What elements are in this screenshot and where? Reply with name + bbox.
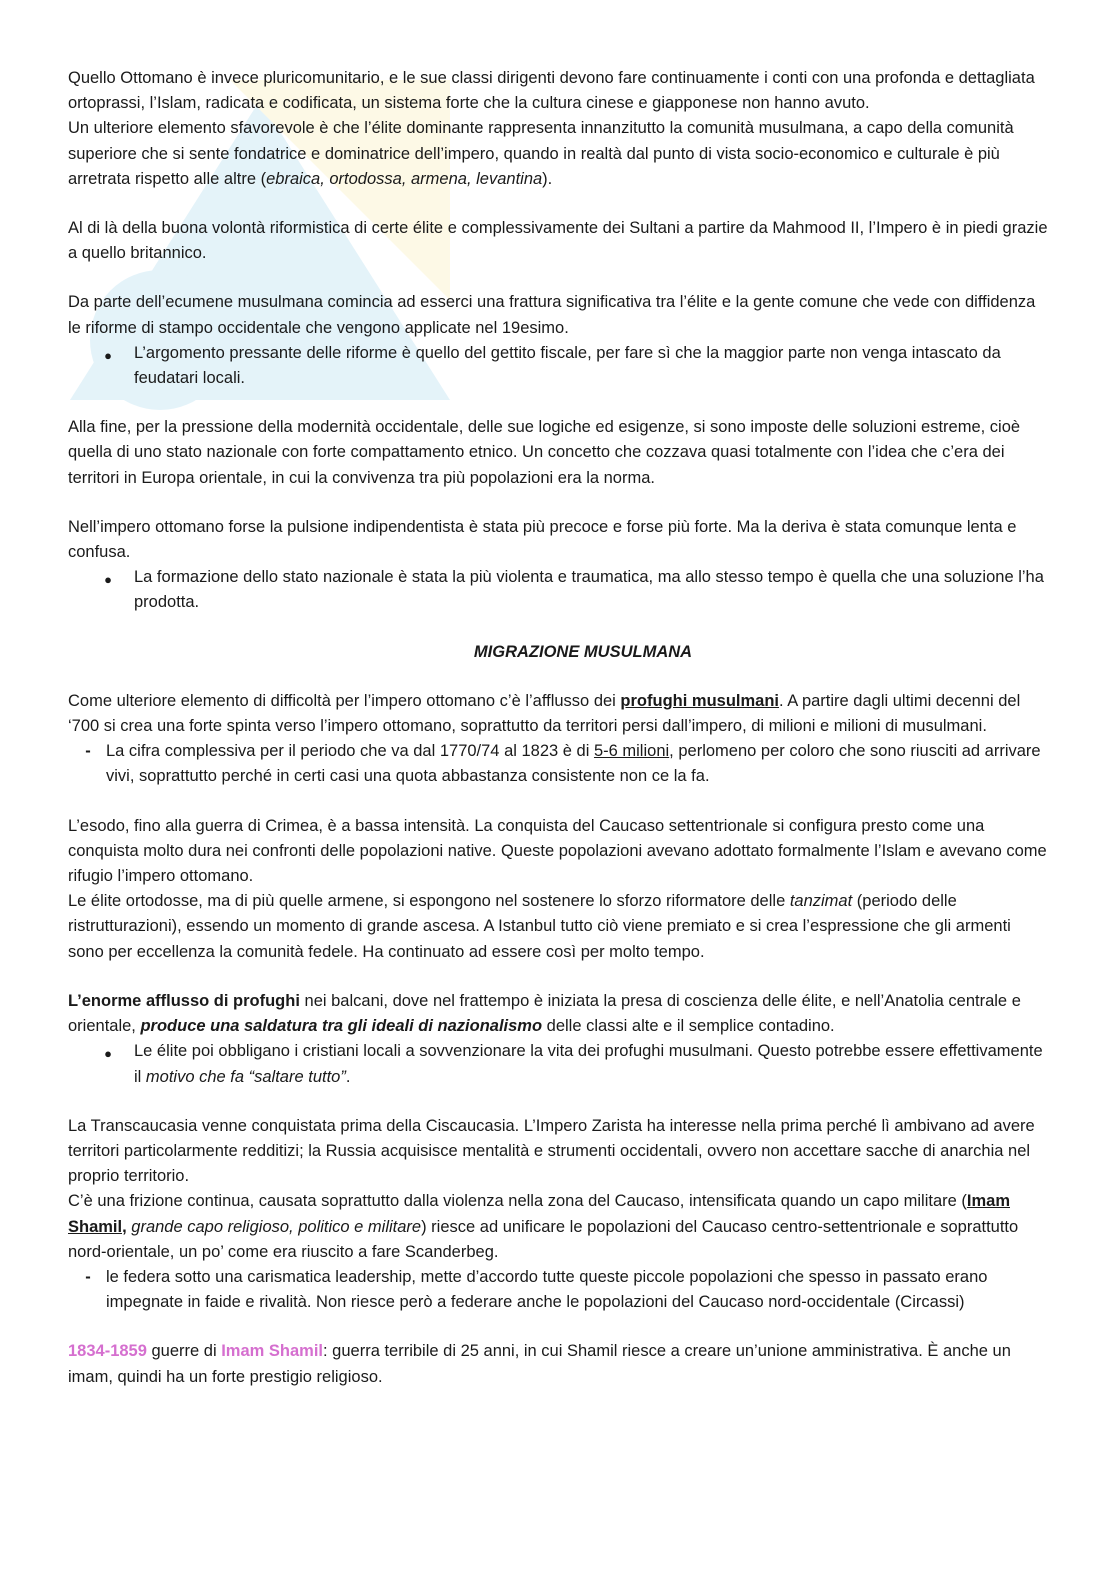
paragraph: Quello Ottomano è invece pluricomunitario, e le sue classi dirigenti devono fare continuamente i conti con una profonda e dettagliata ortoprassi, l’Islam, radicata e codificata, un sistema forte che la cultura cinese e giapponese non hanno avuto. bbox=[68, 69, 1035, 113]
paragraph: La Transcaucasia venne conquistata prima della Ciscaucasia. L’Impero Zarista ha interesse nella prima perché lì ambivano ad avere territori particolarmente redditizi; la Russia acquisisce mentalità e strumenti occidentali, ovvero non accettare sacche di anarchia nel proprio territorio. bbox=[68, 1116, 1035, 1186]
dash-icon: - bbox=[85, 742, 91, 761]
dash-item: - La cifra complessiva per il periodo che va dal 1770/74 al 1823 è di 5-6 milioni, perlomeno per coloro che sono riusciti ad arrivare vivi, soprattutto perché in certi casi una quota abbastanza consistente non ce la fa. bbox=[68, 739, 1048, 789]
bullet-item: ● Le élite poi obbligano i cristiani locali a sovvenzionare la vita dei profughi musulmani. Questo potrebbe essere effettivamente il motivo che fa “saltare tutto”. bbox=[68, 1039, 1048, 1089]
paragraph: Da parte dell’ecumene musulmana comincia ad esserci una frattura significativa tra l’élite e la gente comune che vede con diffidenza le riforme di stampo occidentale che vengono applicate nel 19esimo. bbox=[68, 293, 1036, 337]
bullet-icon: ● bbox=[104, 1046, 112, 1062]
highlight-name: Imam Shamil bbox=[221, 1342, 324, 1361]
paragraph: Alla fine, per la pressione della modernità occidentale, delle sue logiche ed esigenze, si sono imposte delle soluzioni estreme, cioè quella di uno stato nazionale con forte compattamento etnico. Un concetto che cozzava quasi totalmente con l’idea che c’era dei territori in Europa orientale, in cui la convivenza tra più popolazioni era la norma. bbox=[68, 418, 1021, 487]
paragraph: Nell’impero ottomano forse la pulsione indipendentista è stata più precoce e forse più forte. Ma la deriva è stata comunque lenta e confusa. bbox=[68, 517, 1017, 562]
paragraph: C’è una frizione continua, causata soprattutto dalla violenza nella zona del Caucaso, intensificata quando un capo militare (Imam Shamil, grande capo religioso, politico e militare) riesce ad unificare le popolazioni del Caucaso centro-settentrionale e soprattutto nord-orientale, un po’ come era riuscito a fare Scanderbeg. bbox=[68, 1192, 1019, 1261]
bullet-item: ● La formazione dello stato nazionale è stata la più violenta e traumatica, ma allo stesso tempo è quella che una soluzione l’ha prodotta. bbox=[68, 565, 1048, 615]
paragraph: 1834-1859 guerre di Imam Shamil: guerra terribile di 25 anni, in cui Shamil riesce a creare un’unione amministrativa. È anche un imam, quindi ha un forte prestigio religioso. bbox=[68, 1342, 1011, 1386]
paragraph: Le élite ortodosse, ma di più quelle armene, si espongono nel sostenere lo sforzo riformatore delle tanzimat (periodo delle ristrutturazioni), essendo un momento di grande ascesa. A Istanbul tutto ciò viene premiato e si crea l’espressione che gli armenti sono per eccellenza la comunità fedele. Ha continuato ad essere così per molto tempo. bbox=[68, 892, 1011, 961]
paragraph: L’esodo, fino alla guerra di Crimea, è a bassa intensità. La conquista del Caucaso settentrionale si configura presto come una conquista molto dura nei confronti delle popolazioni native. Queste popolazioni avevano adottato formalmente l’Islam e avevano come rifugio l’impero ottomano. bbox=[68, 816, 1047, 886]
bullet-item: ● L’argomento pressante delle riforme è quello del gettito fiscale, per fare sì che la maggior parte non venga intascato da feudatari locali. bbox=[68, 341, 1048, 391]
dash-item: - le federa sotto una carismatica leadership, mette d’accordo tutte queste piccole popolazioni che spesso in passato erano impegnate in faide e rivalità. Non riesce però a federare anche le popolazioni del Caucaso nord-occidentale (Circassi) bbox=[68, 1265, 1048, 1315]
paragraph: Come ulteriore elemento di difficoltà per l’impero ottomano c’è l’afflusso dei profughi musulmani. A partire dagli ultimi decenni del ‘700 si crea una forte spinta verso l’impero ottomano, soprattutto da territori persi dall’impero, di milioni e milioni di musulmani. bbox=[68, 691, 1021, 736]
bullet-icon: ● bbox=[104, 572, 112, 588]
section-heading: MIGRAZIONE MUSULMANA bbox=[473, 642, 693, 661]
dash-icon: - bbox=[85, 1267, 91, 1286]
paragraph: Al di là della buona volontà riformistica di certe élite e complessivamente dei Sultani a partire da Mahmood II, l’Impero è in piedi grazie a quello britannico. bbox=[68, 219, 1048, 263]
paragraph: L’enorme afflusso di profughi nei balcani, dove nel frattempo è iniziata la presa di coscienza delle élite, e nell’Anatolia centrale e orientale, produce una saldatura tra gli ideali di nazionalismo delle classi alte e il semplice contadino. bbox=[68, 991, 1021, 1036]
document-page bbox=[68, 66, 1048, 1390]
bullet-icon: ● bbox=[104, 347, 112, 363]
highlight-years: 1834-1859 bbox=[68, 1342, 147, 1361]
paragraph: Un ulteriore elemento sfavorevole è che l’élite dominante rappresenta innanzitutto la comunità musulmana, a capo della comunità superiore che si sente fondatrice e dominatrice dell’impero, quando in realtà dal punto di vista socio-economico e culturale è più arretrata rispetto alle altre (ebraica, ortodossa, armena, levantina). bbox=[68, 119, 1014, 188]
